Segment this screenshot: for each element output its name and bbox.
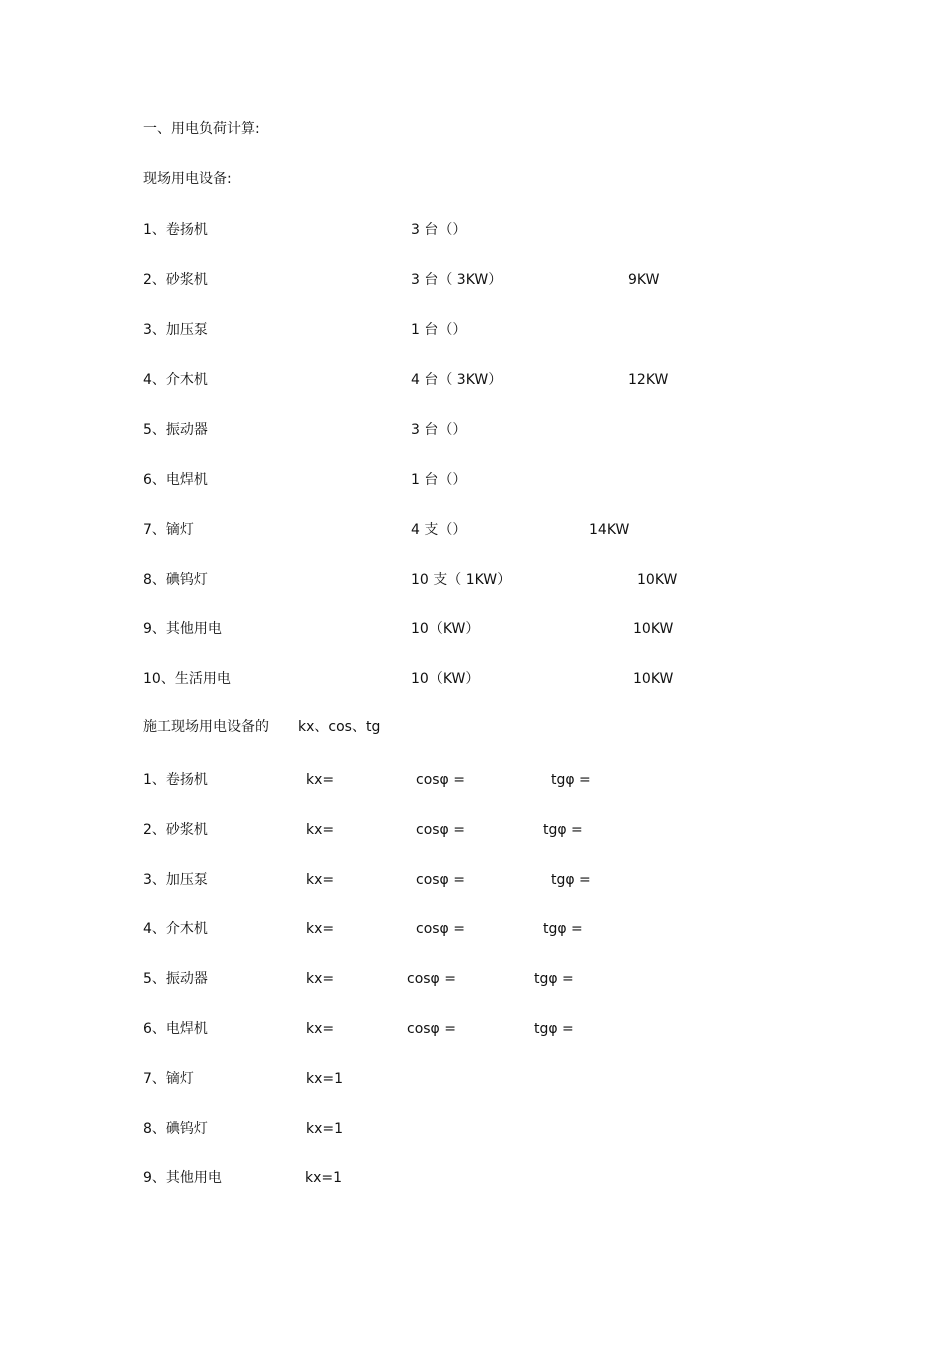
coef-cos: cosφ = xyxy=(416,921,465,937)
coef-cos: cosφ = xyxy=(416,772,465,788)
coef-name: 3、加压泵 xyxy=(143,872,208,888)
equipment-name: 10、生活用电 xyxy=(143,671,231,687)
coef-title-vars: kx、cos、tg xyxy=(298,719,381,735)
coef-tg: tgφ = xyxy=(543,822,583,838)
coef-kx: kx= xyxy=(306,872,335,888)
coef-name: 4、介木机 xyxy=(143,921,208,937)
coef-tg: tgφ = xyxy=(534,971,574,987)
equipment-total: 10KW xyxy=(633,621,674,637)
equipment-name: 1、卷扬机 xyxy=(143,222,208,238)
coef-kx: kx=1 xyxy=(306,1121,344,1137)
coef-cos: cosφ = xyxy=(407,1021,456,1037)
equipment-qty: 10 支（ 1KW） xyxy=(411,572,512,588)
coef-name: 9、其他用电 xyxy=(143,1170,222,1186)
coef-kx: kx=1 xyxy=(305,1170,343,1186)
coef-name: 5、振动器 xyxy=(143,971,208,987)
coef-kx: kx= xyxy=(306,772,335,788)
coef-tg: tgφ = xyxy=(543,921,583,937)
section-heading: 一、用电负荷计算: xyxy=(143,121,260,137)
equipment-total: 14KW xyxy=(589,522,630,538)
coef-kx: kx= xyxy=(306,1021,335,1037)
equipment-qty: 10（KW） xyxy=(411,621,480,637)
coef-kx: kx= xyxy=(306,822,335,838)
equipment-qty: 1 台（） xyxy=(411,322,467,338)
equipment-qty: 3 台（ 3KW） xyxy=(411,272,503,288)
coef-tg: tgφ = xyxy=(551,872,591,888)
equipment-qty: 4 支（） xyxy=(411,522,467,538)
equipment-qty: 3 台（） xyxy=(411,222,467,238)
coef-name: 6、电焊机 xyxy=(143,1021,208,1037)
coef-tg: tgφ = xyxy=(534,1021,574,1037)
coef-name: 2、砂浆机 xyxy=(143,822,208,838)
coef-kx: kx= xyxy=(306,921,335,937)
equipment-name: 5、振动器 xyxy=(143,422,208,438)
equipment-total: 9KW xyxy=(628,272,660,288)
equipment-name: 4、介木机 xyxy=(143,372,208,388)
equipment-qty: 3 台（） xyxy=(411,422,467,438)
coef-name: 8、碘钨灯 xyxy=(143,1121,208,1137)
equipment-name: 6、电焊机 xyxy=(143,472,208,488)
coef-kx: kx= xyxy=(306,971,335,987)
equipment-qty: 10（KW） xyxy=(411,671,480,687)
equipment-title: 现场用电设备: xyxy=(143,171,232,187)
coef-name: 7、镝灯 xyxy=(143,1071,194,1087)
equipment-total: 10KW xyxy=(633,671,674,687)
equipment-name: 8、碘钨灯 xyxy=(143,572,208,588)
coef-name: 1、卷扬机 xyxy=(143,772,208,788)
equipment-name: 3、加压泵 xyxy=(143,322,208,338)
equipment-qty: 4 台（ 3KW） xyxy=(411,372,503,388)
equipment-name: 9、其他用电 xyxy=(143,621,222,637)
coef-cos: cosφ = xyxy=(407,971,456,987)
coef-cos: cosφ = xyxy=(416,822,465,838)
equipment-qty: 1 台（） xyxy=(411,472,467,488)
equipment-name: 2、砂浆机 xyxy=(143,272,208,288)
coef-tg: tgφ = xyxy=(551,772,591,788)
coef-kx: kx=1 xyxy=(306,1071,344,1087)
equipment-total: 12KW xyxy=(628,372,669,388)
equipment-total: 10KW xyxy=(637,572,678,588)
coef-title-text: 施工现场用电设备的 xyxy=(143,719,269,735)
coef-cos: cosφ = xyxy=(416,872,465,888)
equipment-name: 7、镝灯 xyxy=(143,522,194,538)
